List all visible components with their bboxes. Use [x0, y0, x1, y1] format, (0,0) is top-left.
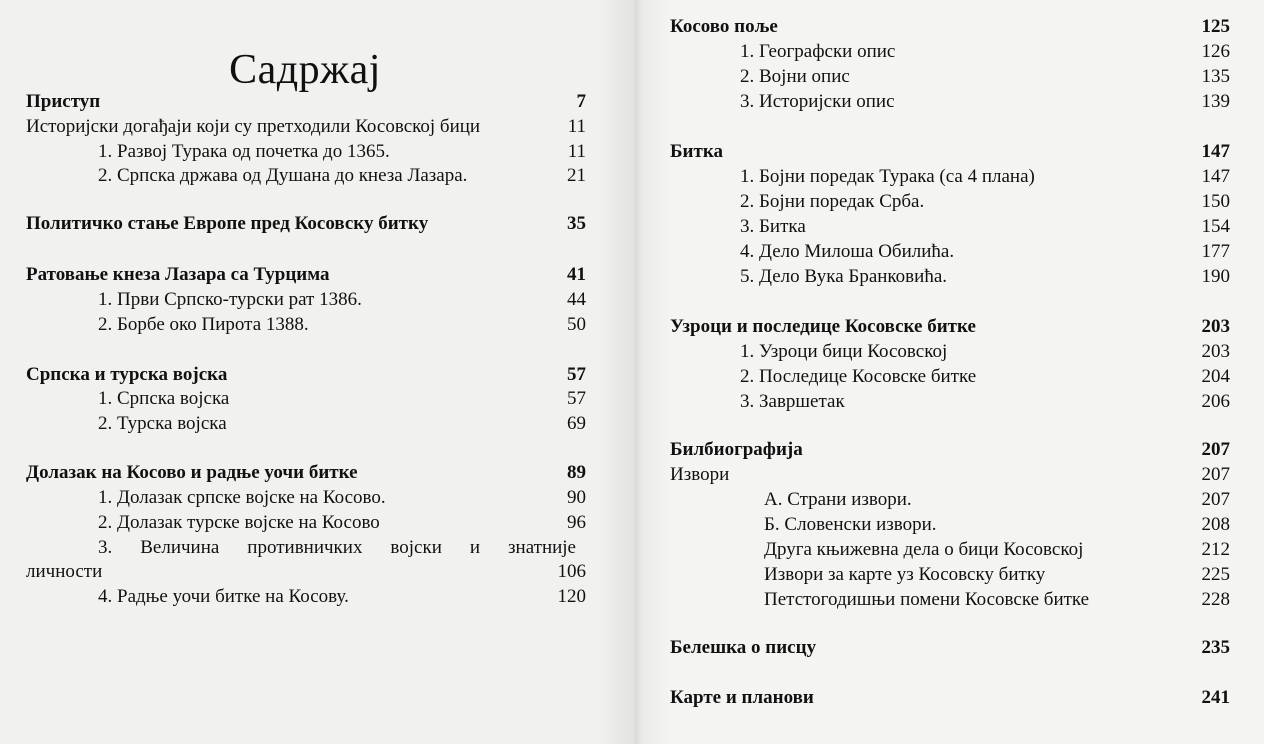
toc-entry	[26, 313, 586, 337]
toc-entry-page: 50	[567, 314, 586, 335]
toc-entry-title: 3. Битка	[740, 216, 806, 237]
toc-entry-page: 228	[1201, 589, 1230, 610]
toc-entry-page: 206	[1201, 391, 1230, 412]
toc-entry	[26, 212, 586, 236]
toc-entry	[26, 387, 586, 411]
toc-entry-title: Узроци и последице Косовске битке	[670, 316, 976, 337]
toc-entry	[670, 513, 1230, 537]
toc-entry	[670, 390, 1230, 414]
toc-entry-page: 96	[567, 512, 586, 533]
toc-entry-title: 4. Дело Милоша Обилића.	[740, 241, 955, 262]
toc-entry	[26, 486, 586, 510]
toc-entry-title: 2. Борбе око Пирота 1388.	[98, 314, 309, 335]
toc-entry	[670, 140, 1230, 164]
toc-entry-page: 212	[1201, 539, 1230, 560]
toc-entry-title: Б. Словенски извори.	[764, 514, 937, 535]
toc-entry-title: 5. Дело Вука Бранковића.	[740, 266, 948, 287]
toc-entry-page: 207	[1201, 489, 1230, 510]
toc-entry-title: А. Страни извори.	[764, 489, 912, 510]
toc-entry-page: 120	[557, 586, 586, 607]
toc-entry-page: 125	[1201, 16, 1230, 37]
toc-entry-page: 7	[576, 91, 586, 112]
toc-entry	[670, 15, 1230, 39]
toc-entry-page: 135	[1201, 66, 1230, 87]
toc-entry-title: Ратовање кнеза Лазара са Турцима	[26, 264, 330, 285]
toc-entry-title: Петстогодишњи помени Косовске битке	[764, 589, 1090, 610]
toc-entry-page: 89	[567, 462, 586, 483]
toc-entry	[26, 412, 586, 436]
toc-entry-title: 1. Први Српско-турски рат 1386.	[98, 289, 362, 310]
toc-entry-page: 154	[1201, 216, 1230, 237]
toc-entry-title: 1. Бојни поредак Турака (са 4 плана)	[740, 166, 1035, 187]
toc-entry-title: Друга књижевна дела о бици Косовској	[764, 539, 1084, 560]
toc-entry	[670, 190, 1230, 214]
toc-entry-page: 225	[1201, 564, 1230, 585]
toc-entry-page: 139	[1201, 91, 1230, 112]
toc-entry-page: 57	[567, 388, 586, 409]
toc-entry-page: 190	[1201, 266, 1230, 287]
toc-entry-page: 150	[1201, 191, 1230, 212]
toc-entry-page: 44	[567, 289, 586, 310]
toc-entry-page: 126	[1201, 41, 1230, 62]
toc-entry-page: 203	[1201, 341, 1230, 362]
toc-entry	[26, 536, 586, 560]
toc-entry-title: 1. Развој Турака од почетка до 1365.	[98, 141, 390, 162]
toc-entry-page: 11	[567, 116, 586, 137]
toc-entry-title: Српска и турска војска	[26, 364, 228, 385]
toc-entry-page: 57	[567, 364, 586, 385]
toc-entry-title: 3. Завршетак	[740, 391, 845, 412]
toc-entry-page: 41	[567, 264, 586, 285]
toc-entry-title: Битка	[670, 141, 724, 162]
toc-entry	[670, 488, 1230, 512]
toc-entry-title: Карте и планови	[670, 687, 814, 708]
toc-entry	[670, 90, 1230, 114]
toc-entry	[26, 363, 586, 387]
toc-entry-page: 208	[1201, 514, 1230, 535]
toc-entry-title: Косово поље	[670, 16, 778, 37]
toc-entry-title: Историјски догађаји који су претходили Косовској бици	[26, 116, 481, 137]
toc-entry	[670, 636, 1230, 660]
toc-entry	[670, 463, 1230, 487]
toc-entry-page: 235	[1201, 637, 1230, 658]
toc-entry-page: 204	[1201, 366, 1230, 387]
book-gutter	[600, 0, 670, 744]
toc-entry-title: 4. Радње уочи битке на Косову.	[98, 586, 349, 607]
toc-entry	[26, 585, 586, 609]
toc-entry-page: 203	[1201, 316, 1230, 337]
toc-entry-title: 3. Величина противничких војски и знатније	[98, 537, 576, 558]
toc-entry-page: 241	[1201, 687, 1230, 708]
toc-entry	[670, 686, 1230, 710]
toc-entry	[670, 340, 1230, 364]
toc-entry	[670, 40, 1230, 64]
toc-entry-title: 1. Узроци бици Косовској	[740, 341, 948, 362]
toc-entry	[26, 115, 586, 139]
toc-entry	[26, 288, 586, 312]
toc-entry-title: Приступ	[26, 91, 101, 112]
toc-entry-page: 207	[1201, 439, 1230, 460]
toc-entry-page: 11	[567, 141, 586, 162]
toc-entry-title: 1. Долазак српске војске на Косово.	[98, 487, 386, 508]
toc-entry	[670, 240, 1230, 264]
toc-entry-title: Политичко стање Европе пред Косовску битку	[26, 213, 429, 234]
toc-entry	[26, 263, 586, 287]
toc-entry	[670, 563, 1230, 587]
toc-entry-page: 177	[1201, 241, 1230, 262]
toc-entry	[26, 164, 586, 188]
toc-entry-page: 69	[567, 413, 586, 434]
toc-entry	[670, 538, 1230, 562]
toc-entry	[670, 65, 1230, 89]
toc-entry	[670, 215, 1230, 239]
toc-entry	[670, 265, 1230, 289]
toc-entry-page: 21	[567, 165, 586, 186]
toc-entry-title: Белешка о писцу	[670, 637, 817, 658]
toc-entry-page: 106	[557, 561, 586, 582]
toc-entry-title: Извори за карте уз Косовску битку	[764, 564, 1046, 585]
toc-entry-title: 2. Бојни поредак Срба.	[740, 191, 925, 212]
toc-entry-title: Билбиографија	[670, 439, 803, 460]
toc-entry-title: 1. Српска војска	[98, 388, 230, 409]
toc-entry-page: 147	[1201, 141, 1230, 162]
toc-entry-title: личности	[26, 561, 103, 582]
toc-entry-page: 207	[1201, 464, 1230, 485]
toc-entry	[670, 365, 1230, 389]
toc-entry	[670, 438, 1230, 462]
toc-entry-page: 90	[567, 487, 586, 508]
toc-entry	[670, 315, 1230, 339]
toc-entry	[26, 90, 586, 114]
toc-entry	[26, 461, 586, 485]
toc-entry	[26, 560, 586, 584]
toc-entry-title: 3. Историјски опис	[740, 91, 895, 112]
toc-entry-title: 2. Последице Косовске битке	[740, 366, 977, 387]
toc-entry	[670, 165, 1230, 189]
toc-entry-page: 147	[1201, 166, 1230, 187]
toc-entry-title: 2. Долазак турске војске на Косово	[98, 512, 380, 533]
toc-entry-title: 2. Српска држава од Душана до кнеза Лазара.	[98, 165, 468, 186]
toc-entry	[670, 588, 1230, 612]
toc-entry-title: Долазак на Косово и радње уочи битке	[26, 462, 358, 483]
toc-entry-title: Извори	[670, 464, 730, 485]
toc-entry-title: 2. Турска војска	[98, 413, 227, 434]
toc-entry	[26, 511, 586, 535]
toc-entry	[26, 140, 586, 164]
toc-entry-title: 1. Географски опис	[740, 41, 896, 62]
toc-entry-page: 35	[567, 213, 586, 234]
toc-entry-title: 2. Војни опис	[740, 66, 850, 87]
page-title: Садржај	[229, 47, 381, 93]
